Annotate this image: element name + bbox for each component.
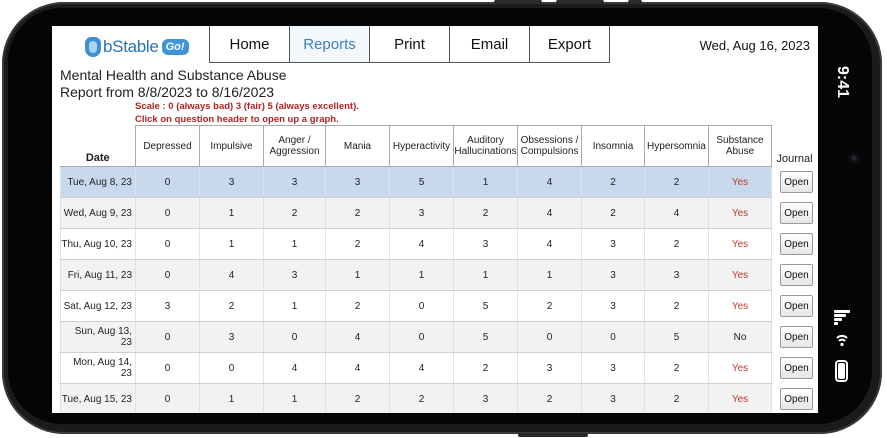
row-score: 4 [264, 353, 326, 384]
journal-column-header: Journal [776, 152, 813, 165]
report-title [60, 67, 287, 101]
column-header-depressed[interactable]: Depressed [136, 126, 200, 167]
row-score: 0 [136, 229, 200, 260]
row-score: 1 [390, 260, 454, 291]
row-score: 0 [518, 322, 582, 353]
table-row[interactable] [61, 229, 818, 260]
click-hint: Click on question header to open up a graph. [135, 114, 339, 125]
row-score: 4 [390, 229, 454, 260]
table-row[interactable] [61, 322, 818, 353]
row-score: 1 [200, 384, 264, 414]
row-date: Wed, Aug 9, 23 [61, 198, 136, 229]
row-score: 2 [645, 229, 709, 260]
open-journal-button[interactable]: Open [780, 295, 813, 317]
column-header-impulsive[interactable]: Impulsive [200, 126, 264, 167]
row-score: 4 [518, 167, 582, 198]
row-score: 3 [582, 229, 645, 260]
row-date: Tue, Aug 15, 23 [61, 384, 136, 414]
row-substance-abuse: Yes [709, 353, 772, 384]
row-substance-abuse: Yes [709, 291, 772, 322]
row-journal [772, 291, 818, 322]
row-score: 3 [454, 384, 518, 414]
open-journal-button[interactable]: Open [780, 388, 813, 410]
row-score: 3 [454, 229, 518, 260]
row-substance-abuse: Yes [709, 198, 772, 229]
row-score: 2 [518, 291, 582, 322]
logo-icon [85, 37, 101, 57]
row-score: 1 [454, 167, 518, 198]
row-date: Fri, Aug 11, 23 [61, 260, 136, 291]
nav-export[interactable]: Export [530, 26, 610, 63]
row-substance-abuse: Yes [709, 384, 772, 414]
row-score: 0 [136, 167, 200, 198]
row-score: 3 [200, 322, 264, 353]
row-score: 2 [326, 291, 390, 322]
app-logo[interactable] [85, 34, 189, 60]
row-journal [772, 353, 818, 384]
open-journal-button[interactable]: Open [780, 233, 813, 255]
row-score: 2 [645, 167, 709, 198]
row-score: 1 [264, 291, 326, 322]
row-score: 3 [326, 167, 390, 198]
table-row[interactable] [61, 291, 818, 322]
row-score: 2 [645, 353, 709, 384]
nav-reports[interactable]: Reports [290, 26, 370, 63]
row-score: 2 [390, 384, 454, 414]
scale-hint: Scale : 0 (always bad) 3 (fair) 5 (always excellent). [135, 101, 359, 112]
row-score: 2 [264, 198, 326, 229]
logo-badge: Go! [162, 39, 189, 55]
app-screen [52, 26, 818, 413]
column-header-obsessions-compulsions[interactable]: Obsessions / Compulsions [518, 126, 582, 167]
row-score: 1 [518, 260, 582, 291]
row-score: 0 [390, 322, 454, 353]
row-score: 3 [518, 353, 582, 384]
column-header-hypersomnia[interactable]: Hypersomnia [645, 126, 709, 167]
row-substance-abuse: Yes [709, 167, 772, 198]
row-score: 3 [136, 291, 200, 322]
nav-home[interactable]: Home [210, 26, 290, 63]
row-score: 4 [326, 322, 390, 353]
row-score: 5 [645, 322, 709, 353]
row-score: 2 [326, 229, 390, 260]
row-score: 3 [645, 260, 709, 291]
row-score: 2 [326, 384, 390, 414]
mute-switch [628, 0, 642, 4]
table-row[interactable] [61, 353, 818, 384]
row-score: 2 [582, 167, 645, 198]
row-substance-abuse: Yes [709, 229, 772, 260]
logo-text: bStable [103, 37, 159, 56]
row-journal [772, 384, 818, 414]
row-score: 3 [582, 353, 645, 384]
report-title-line1: Mental Health and Substance Abuse [60, 67, 287, 83]
row-score: 5 [454, 291, 518, 322]
row-date: Sat, Aug 12, 23 [61, 291, 136, 322]
row-score: 4 [390, 353, 454, 384]
table-body [61, 167, 818, 414]
row-score: 0 [136, 198, 200, 229]
row-score: 4 [200, 260, 264, 291]
top-nav [209, 26, 610, 63]
row-score: 5 [390, 167, 454, 198]
report-title-line2: Report from 8/8/2023 to 8/16/2023 [60, 84, 275, 100]
row-score: 3 [582, 384, 645, 414]
row-score: 3 [200, 167, 264, 198]
column-header-mania[interactable]: Mania [326, 126, 390, 167]
row-score: 1 [264, 384, 326, 414]
row-score: 4 [326, 353, 390, 384]
row-score: 1 [264, 229, 326, 260]
row-score: 2 [518, 384, 582, 414]
front-camera-icon [848, 152, 860, 164]
row-score: 2 [454, 198, 518, 229]
open-journal-button[interactable]: Open [780, 171, 813, 193]
nav-print[interactable]: Print [370, 26, 450, 63]
column-header-anger-aggression[interactable]: Anger / Aggression [264, 126, 326, 167]
battery-icon [835, 360, 848, 382]
row-substance-abuse: No [709, 322, 772, 353]
report-table [60, 125, 818, 413]
row-score: 1 [200, 198, 264, 229]
row-date: Mon, Aug 14, 23 [61, 353, 136, 384]
open-journal-button[interactable]: Open [780, 202, 813, 224]
row-journal [772, 198, 818, 229]
column-header-auditory-hallucinations[interactable]: Auditory Hallucinations [454, 126, 518, 167]
row-score: 0 [582, 322, 645, 353]
row-score: 3 [390, 198, 454, 229]
column-header-hyperactivity[interactable]: Hyperactivity [390, 126, 454, 167]
row-journal [772, 229, 818, 260]
row-score: 3 [264, 260, 326, 291]
row-score: 2 [454, 353, 518, 384]
open-journal-button[interactable]: Open [780, 326, 813, 348]
row-score: 2 [645, 291, 709, 322]
row-score: 3 [582, 291, 645, 322]
table-row[interactable] [61, 167, 818, 198]
row-score: 4 [518, 229, 582, 260]
power-button [518, 433, 588, 437]
row-score: 4 [645, 198, 709, 229]
row-score: 1 [454, 260, 518, 291]
wifi-icon [834, 334, 850, 348]
column-header-substance-abuse[interactable]: Substance Abuse [709, 126, 772, 167]
row-score: 0 [136, 384, 200, 414]
cellular-signal-icon [834, 310, 850, 326]
table-row[interactable] [61, 384, 818, 414]
table-row[interactable] [61, 198, 818, 229]
row-score: 1 [326, 260, 390, 291]
row-date: Thu, Aug 10, 23 [61, 229, 136, 260]
row-score: 1 [200, 229, 264, 260]
row-journal [772, 322, 818, 353]
open-journal-button[interactable]: Open [780, 264, 813, 286]
row-substance-abuse: Yes [709, 260, 772, 291]
row-score: 0 [264, 322, 326, 353]
row-journal [772, 167, 818, 198]
current-date: Wed, Aug 16, 2023 [699, 38, 810, 53]
nav-email[interactable]: Email [450, 26, 530, 63]
row-score: 2 [200, 291, 264, 322]
row-score: 5 [454, 322, 518, 353]
row-date: Tue, Aug 8, 23 [61, 167, 136, 198]
row-score: 2 [326, 198, 390, 229]
row-score: 3 [264, 167, 326, 198]
row-score: 3 [582, 260, 645, 291]
row-score: 2 [645, 384, 709, 414]
open-journal-button[interactable]: Open [780, 357, 813, 379]
row-date: Sun, Aug 13, 23 [61, 322, 136, 353]
row-score: 0 [136, 353, 200, 384]
table-header-row [61, 126, 818, 167]
row-score: 0 [390, 291, 454, 322]
row-score: 0 [200, 353, 264, 384]
row-journal [772, 260, 818, 291]
table-row[interactable] [61, 260, 818, 291]
status-time: 9:41 [834, 66, 851, 99]
date-column-header: Date [61, 126, 136, 167]
volume-down-button [556, 0, 604, 4]
row-score: 0 [136, 322, 200, 353]
row-score: 0 [136, 260, 200, 291]
row-score: 2 [582, 198, 645, 229]
row-score: 4 [518, 198, 582, 229]
column-header-insomnia[interactable]: Insomnia [582, 126, 645, 167]
volume-up-button [494, 0, 542, 4]
